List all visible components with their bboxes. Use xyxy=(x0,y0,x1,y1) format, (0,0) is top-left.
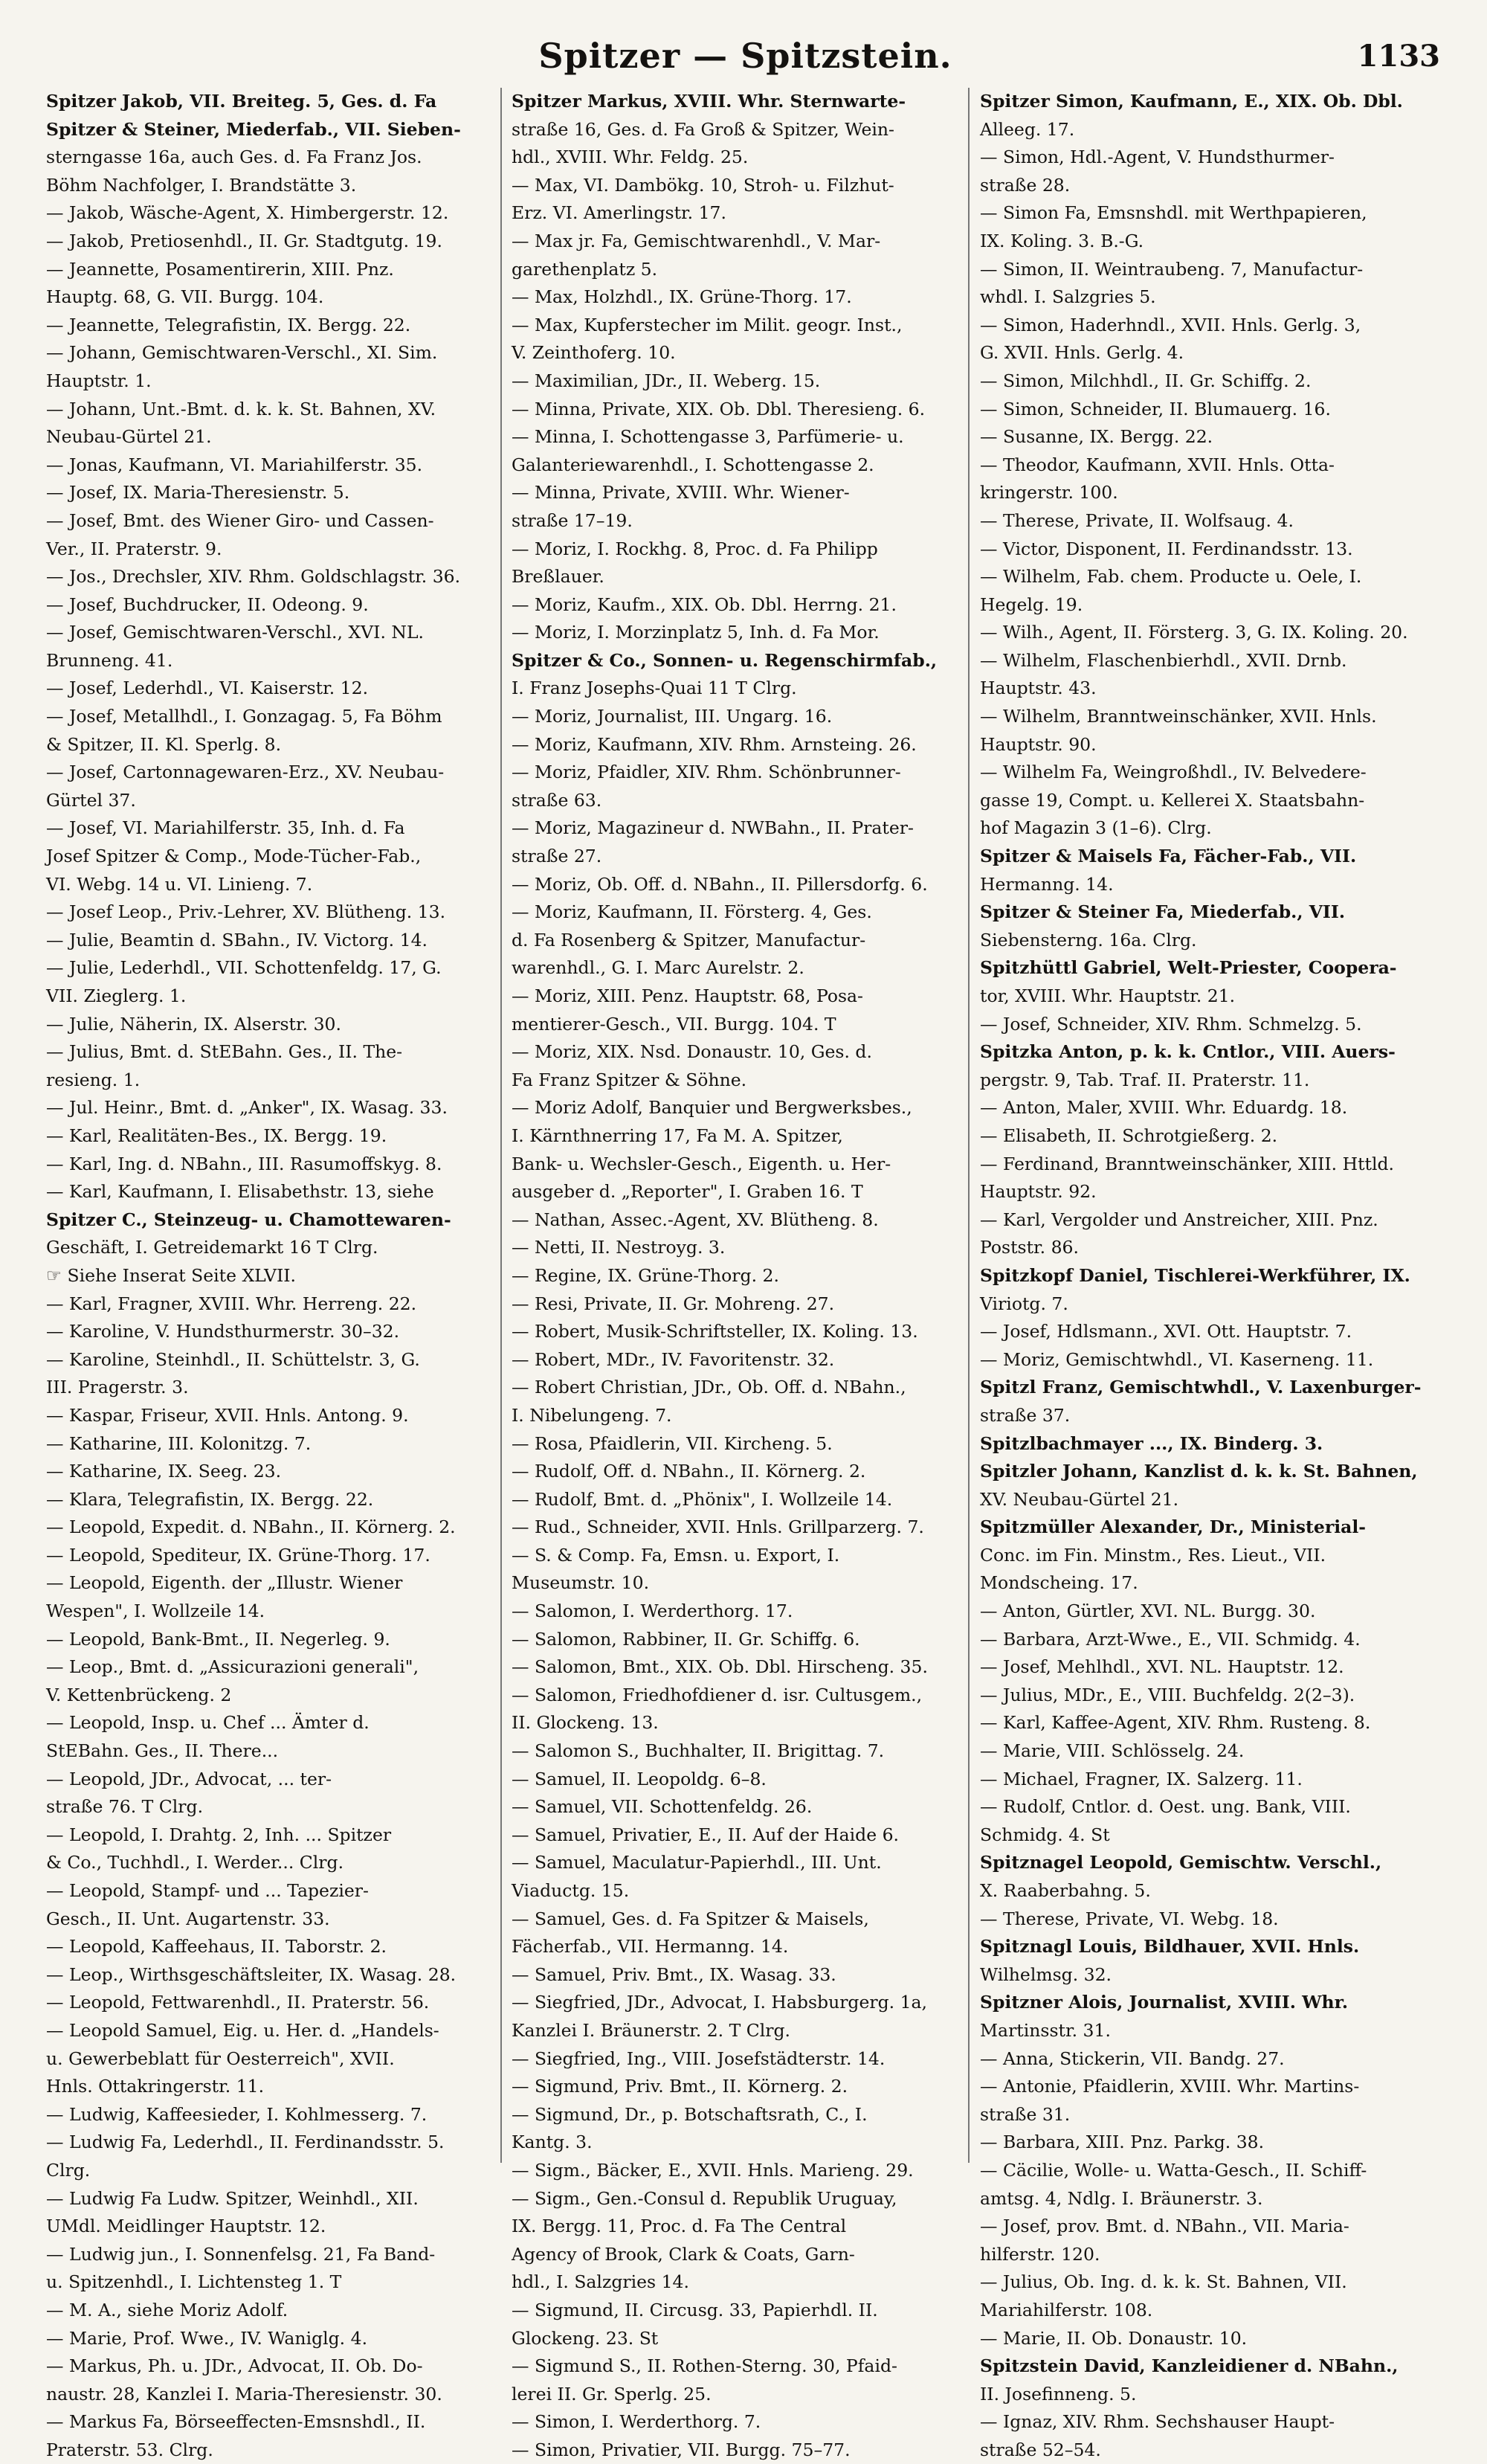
column-divider xyxy=(968,88,970,2163)
directory-entry-line: — Josef, IX. Maria-Theresienstr. 5. xyxy=(46,482,350,504)
directory-entry-line: — Salomon, Bmt., XIX. Ob. Dbl. Hirscheng. 35. xyxy=(512,1656,928,1678)
directory-entry-line: — Salomon, Friedhofdiener d. isr. Cultusgem., xyxy=(512,1684,923,1705)
directory-entry-line: — Moriz, XIII. Penz. Hauptstr. 68, Posa- xyxy=(512,985,863,1006)
directory-entry-line: — Rudolf, Off. d. NBahn., II. Körnerg. 2. xyxy=(512,1461,866,1482)
directory-entry-line: — Ignaz, XIV. Rhm. Sechshauser Haupt- xyxy=(980,2411,1335,2433)
directory-entry-line: Hauptg. 68, G. VII. Burgg. 104. xyxy=(46,286,324,308)
directory-entry-line: VII. Zieglerg. 1. xyxy=(46,985,187,1006)
directory-entry-line: Spitzstein David, Kanzleidiener d. NBahn., xyxy=(980,2355,1399,2377)
directory-entry-line: — Anton, Maler, XVIII. Whr. Eduardg. 18. xyxy=(980,1097,1348,1119)
directory-entry-line: Clrg. xyxy=(46,2159,91,2181)
directory-entry-line: — Maximilian, JDr., II. Weberg. 15. xyxy=(512,370,821,391)
directory-entry-line: naustr. 28, Kanzlei I. Maria-Theresienstr. 30. xyxy=(46,2383,442,2405)
directory-entry-line: Praterstr. 53. Clrg. xyxy=(46,2439,213,2460)
directory-entry-line: straße 52–54. xyxy=(980,2439,1101,2460)
directory-entry-line: Spitzer Markus, XVIII. Whr. Sternwarte- xyxy=(512,91,906,112)
directory-entry-line: — Moriz, Kaufm., XIX. Ob. Dbl. Herrng. 21. xyxy=(512,594,897,615)
directory-entry-line: — Leopold, Eigenth. der „Illustr. Wiener xyxy=(46,1572,403,1594)
directory-entry-line: — Leopold, Fettwarenhdl., II. Praterstr. 56. xyxy=(46,1992,430,2013)
directory-entry-line: — Klara, Telegrafistin, IX. Bergg. 22. xyxy=(46,1488,374,1510)
directory-entry-line: — Sigmund S., II. Rothen-Sterng. 30, Pfaid- xyxy=(512,2355,897,2377)
directory-entry-line: — Ludwig Fa, Lederhdl., II. Ferdinandsstr. 5. xyxy=(46,2132,445,2153)
directory-entry-line: Fa Franz Spitzer & Söhne. xyxy=(512,1069,747,1090)
directory-entry-line: — Leop., Wirthsgeschäftsleiter, IX. Wasag. 28. xyxy=(46,1963,457,1985)
directory-entry-line: — Samuel, Maculatur-Papierhdl., III. Unt. xyxy=(512,1852,882,1873)
page-number: 1133 xyxy=(1357,39,1440,74)
directory-entry-line: — Moriz, Magazineur d. NWBahn., II. Prater- xyxy=(512,817,914,839)
directory-entry-line: hdl., I. Salzgries 14. xyxy=(512,2271,689,2293)
directory-entry-line: — Simon, I. Werderthorg. 7. xyxy=(512,2411,761,2433)
directory-entry-line: — Markus, Ph. u. JDr., Advocat, II. Ob. Do- xyxy=(46,2355,423,2377)
directory-entry-line: — Barbara, XIII. Pnz. Parkg. 38. xyxy=(980,2132,1265,2153)
directory-entry-line: — Josef, VI. Mariahilferstr. 35, Inh. d. Fa xyxy=(46,817,405,839)
directory-entry-line: Spitzner Alois, Journalist, XVIII. Whr. xyxy=(980,1992,1349,2013)
directory-entry-line: — Johann, Gemischtwaren-Verschl., XI. Sim. xyxy=(46,342,438,364)
directory-entry-line: — Michael, Fragner, IX. Salzerg. 11. xyxy=(980,1768,1303,1789)
directory-entry-line: — Leopold Samuel, Eig. u. Her. d. „Handels- xyxy=(46,2019,439,2041)
directory-entry-line: — Robert Christian, JDr., Ob. Off. d. NBahn., xyxy=(512,1377,906,1398)
column-divider xyxy=(500,88,502,2163)
directory-entry-line: — Leopold, Kaffeehaus, II. Taborstr. 2. xyxy=(46,1936,387,1958)
directory-entry-line: — Leopold, I. Drahtg. 2, Inh. ... Spitzer xyxy=(46,1824,392,1845)
directory-entry-line: — Karl, Kaffee-Agent, XIV. Rhm. Rusteng. 8. xyxy=(980,1712,1371,1734)
directory-entry-line: — Samuel, II. Leopoldg. 6–8. xyxy=(512,1768,767,1789)
directory-entry-line: — Leopold, Spediteur, IX. Grüne-Thorg. 17. xyxy=(46,1544,430,1566)
directory-entry-line: — Leopold, Insp. u. Chef ... Ämter d. xyxy=(46,1712,370,1734)
directory-entry-line: Breßlauer. xyxy=(512,566,604,588)
directory-entry-line: — Jeannette, Posamentirerin, XIII. Pnz. xyxy=(46,258,394,280)
directory-entry-line: — Siegfried, JDr., Advocat, I. Habsburgerg. 1a, xyxy=(512,1992,928,2013)
directory-entry-line: IX. Koling. 3. B.-G. xyxy=(980,230,1144,251)
directory-entry-line: — Julius, MDr., E., VIII. Buchfeldg. 2(2–3). xyxy=(980,1684,1355,1705)
directory-entry-line: — Moriz, Journalist, III. Ungarg. 16. xyxy=(512,706,833,727)
directory-entry-line: Spitznagl Louis, Bildhauer, XVII. Hnls. xyxy=(980,1936,1360,1958)
directory-entry-line: — Leop., Bmt. d. „Assicurazioni generali", xyxy=(46,1656,419,1678)
directory-entry-line: mentierer-Gesch., VII. Burgg. 104. T xyxy=(512,1013,836,1035)
directory-entry-line: Spitzmüller Alexander, Dr., Ministerial- xyxy=(980,1516,1367,1538)
directory-entry-line: — Anton, Gürtler, XVI. NL. Burgg. 30. xyxy=(980,1601,1316,1622)
directory-entry-line: sterngasse 16a, auch Ges. d. Fa Franz Jos. xyxy=(46,147,422,168)
directory-entry-line: V. Zeinthoferg. 10. xyxy=(512,342,676,364)
directory-entry-line: — Moriz, Pfaidler, XIV. Rhm. Schönbrunner- xyxy=(512,762,901,783)
directory-entry-line: Gesch., II. Unt. Augartenstr. 33. xyxy=(46,1908,330,1929)
directory-entry-line: IX. Bergg. 11, Proc. d. Fa The Central xyxy=(512,2216,847,2237)
directory-entry-line: — Max, Kupferstecher im Milit. geogr. Inst., xyxy=(512,314,903,335)
directory-entry-line: — Salomon, I. Werderthorg. 17. xyxy=(512,1601,793,1622)
directory-entry-line: I. Nibelungeng. 7. xyxy=(512,1404,672,1426)
directory-entry-line: straße 16, Ges. d. Fa Groß & Spitzer, Wein- xyxy=(512,118,894,140)
directory-entry-line: — Ludwig, Kaffeesieder, I. Kohlmesserg. 7. xyxy=(46,2103,428,2125)
column-1 xyxy=(46,88,492,2460)
directory-entry-line: Viriotg. 7. xyxy=(980,1293,1068,1314)
directory-entry-line: — Josef, prov. Bmt. d. NBahn., VII. Maria- xyxy=(980,2216,1349,2237)
directory-entry-line: pergstr. 9, Tab. Traf. II. Praterstr. 11. xyxy=(980,1069,1310,1090)
directory-entry-line: — Rud., Schneider, XVII. Hnls. Grillparzerg. 7. xyxy=(512,1516,924,1538)
directory-entry-line: — Julie, Lederhdl., VII. Schottenfeldg. 17, G. xyxy=(46,957,442,979)
directory-entry-line: — Sigm., Bäcker, E., XVII. Hnls. Marieng. 29. xyxy=(512,2159,914,2181)
directory-entry-line: — Marie, II. Ob. Donaustr. 10. xyxy=(980,2327,1248,2349)
directory-entry-line: Spitzl Franz, Gemischtwhdl., V. Laxenburger- xyxy=(980,1377,1422,1398)
directory-entry-line: amtsg. 4, Ndlg. I. Bräunerstr. 3. xyxy=(980,2187,1263,2209)
directory-entry-line: — Josef, Gemischtwaren-Verschl., XVI. NL. xyxy=(46,622,425,643)
directory-entry-line: III. Pragerstr. 3. xyxy=(46,1377,189,1398)
directory-entry-line: straße 37. xyxy=(980,1404,1071,1426)
directory-entry-line: — Josef, Mehlhdl., XVI. NL. Hauptstr. 12. xyxy=(980,1656,1344,1678)
directory-entry-line: Hauptstr. 43. xyxy=(980,678,1097,699)
directory-entry-line: Martinsstr. 31. xyxy=(980,2019,1111,2041)
directory-entry-line: — Josef, Metallhdl., I. Gonzagag. 5, Fa Böhm xyxy=(46,706,442,727)
directory-entry-line: Spitzlbachmayer ..., IX. Binderg. 3. xyxy=(980,1432,1323,1454)
directory-entry-line: — Rudolf, Bmt. d. „Phönix", I. Wollzeile 14. xyxy=(512,1488,893,1510)
directory-entry-line: Mariahilferstr. 108. xyxy=(980,2299,1153,2320)
directory-entry-line: Conc. im Fin. Minstm., Res. Lieut., VII. xyxy=(980,1544,1326,1566)
directory-entry-line: — Sigmund, Priv. Bmt., II. Körnerg. 2. xyxy=(512,2076,848,2097)
directory-entry-line: — Anna, Stickerin, VII. Bandg. 27. xyxy=(980,2048,1285,2069)
directory-entry-line: — Moriz, I. Morzinplatz 5, Inh. d. Fa Mor. xyxy=(512,622,880,643)
directory-entry-line: straße 17–19. xyxy=(512,509,633,531)
directory-entry-line: — Antonie, Pfaidlerin, XVIII. Whr. Martins- xyxy=(980,2076,1360,2097)
directory-entry-line: — Barbara, Arzt-Wwe., E., VII. Schmidg. 4. xyxy=(980,1628,1361,1650)
directory-entry-line: Hauptstr. 1. xyxy=(46,370,152,391)
directory-entry-line: — Marie, VIII. Schlösselg. 24. xyxy=(980,1740,1245,1762)
directory-entry-line: ☞ Siehe Inserat Seite XLVII. xyxy=(46,1264,297,1286)
directory-entry-line: — Simon Fa, Emsnshdl. mit Werthpapieren, xyxy=(980,202,1367,224)
directory-entry-line: Museumstr. 10. xyxy=(512,1572,650,1594)
directory-entry-line: — Moriz, Gemischtwhdl., VI. Kaserneng. 11. xyxy=(980,1348,1374,1370)
directory-entry-line: — Karoline, Steinhdl., II. Schüttelstr. 3, G. xyxy=(46,1348,420,1370)
directory-entry-line: Hegelg. 19. xyxy=(980,594,1083,615)
directory-entry-line: — Simon, Hdl.-Agent, V. Hundsthurmer- xyxy=(980,147,1335,168)
directory-entry-line: — Jeannette, Telegrafistin, IX. Bergg. 22. xyxy=(46,314,411,335)
directory-entry-line: — Karl, Fragner, XVIII. Whr. Herreng. 22. xyxy=(46,1293,417,1314)
directory-entry-line: hilferstr. 120. xyxy=(980,2243,1100,2265)
directory-entry-line: — Rudolf, Cntlor. d. Oest. ung. Bank, VIII. xyxy=(980,1796,1351,1818)
directory-entry-line: — Julie, Beamtin d. SBahn., IV. Victorg. 14. xyxy=(46,929,428,950)
directory-entry-line: — Susanne, IX. Bergg. 22. xyxy=(980,426,1213,448)
directory-entry-line: — Siegfried, Ing., VIII. Josefstädterstr. 14. xyxy=(512,2048,886,2069)
directory-entry-line: Galanteriewarenhdl., I. Schottengasse 2. xyxy=(512,454,874,475)
directory-entry-line: — Markus Fa, Börseeffecten-Emsnshdl., II. xyxy=(46,2411,426,2433)
directory-entry-line: Hauptstr. 92. xyxy=(980,1181,1097,1203)
directory-entry-line: — Sigmund, Dr., p. Botschaftsrath, C., I. xyxy=(512,2103,868,2125)
directory-entry-line: — Leopold, JDr., Advocat, ... ter- xyxy=(46,1768,332,1789)
directory-entry-line: — Karoline, V. Hundsthurmerstr. 30–32. xyxy=(46,1321,400,1342)
directory-entry-line: X. Raaberbahng. 5. xyxy=(980,1880,1151,1901)
directory-entry-line: — Wilh., Agent, II. Försterg. 3, G. IX. Koling. 20. xyxy=(980,622,1408,643)
directory-entry-line: — Josef, Bmt. des Wiener Giro- und Cassen- xyxy=(46,509,434,531)
directory-entry-line: — Karl, Ing. d. NBahn., III. Rasumoffskyg. 8. xyxy=(46,1153,442,1174)
directory-entry-line: — Jonas, Kaufmann, VI. Mariahilferstr. 35. xyxy=(46,454,423,475)
directory-entry-line: — Sigm., Gen.-Consul d. Republik Uruguay, xyxy=(512,2187,897,2209)
directory-entry-line: warenhdl., G. I. Marc Aurelstr. 2. xyxy=(512,957,804,979)
directory-entry-line: — Rosa, Pfaidlerin, VII. Kircheng. 5. xyxy=(512,1432,833,1454)
directory-entry-line: — Josef, Lederhdl., VI. Kaiserstr. 12. xyxy=(46,678,369,699)
directory-entry-line: — Julie, Näherin, IX. Alserstr. 30. xyxy=(46,1013,341,1035)
directory-entry-line: — Katharine, IX. Seeg. 23. xyxy=(46,1461,282,1482)
directory-entry-line: — Salomon, Rabbiner, II. Gr. Schiffg. 6. xyxy=(512,1628,860,1650)
directory-entry-line: — Theodor, Kaufmann, XVII. Hnls. Otta- xyxy=(980,454,1335,475)
directory-entry-line: — Max jr. Fa, Gemischtwarenhdl., V. Mar- xyxy=(512,230,881,251)
directory-entry-line: — Elisabeth, II. Schrotgießerg. 2. xyxy=(980,1125,1278,1146)
directory-entry-line: straße 31. xyxy=(980,2103,1071,2125)
directory-entry-line: — Moriz, Ob. Off. d. NBahn., II. Pillersdorfg. 6. xyxy=(512,873,928,895)
directory-entry-line: I. Franz Josephs-Quai 11 T Clrg. xyxy=(512,678,797,699)
directory-entry-line: Fächerfab., VII. Hermanng. 14. xyxy=(512,1936,789,1958)
directory-entry-line: Geschäft, I. Getreidemarkt 16 T Clrg. xyxy=(46,1237,378,1258)
directory-entry-line: Hermanng. 14. xyxy=(980,873,1114,895)
directory-entry-line: & Spitzer, II. Kl. Sperlg. 8. xyxy=(46,733,282,755)
directory-entry-line: u. Gewerbeblatt für Oesterreich", XVII. xyxy=(46,2048,395,2069)
directory-entry-line: lerei II. Gr. Sperlg. 25. xyxy=(512,2383,712,2405)
directory-entry-line: — Julius, Ob. Ing. d. k. k. St. Bahnen, VII. xyxy=(980,2271,1347,2293)
directory-entry-line: Spitzer Simon, Kaufmann, E., XIX. Ob. Dbl. xyxy=(980,91,1403,112)
directory-entry-line: Spitzer & Maisels Fa, Fächer-Fab., VII. xyxy=(980,846,1357,867)
directory-entry-line: Hnls. Ottakringerstr. 11. xyxy=(46,2076,265,2097)
directory-entry-line: Agency of Brook, Clark & Coats, Garn- xyxy=(512,2243,855,2265)
page-title: Spitzer — Spitzstein. xyxy=(538,36,952,76)
directory-entry-line: — Therese, Private, VI. Webg. 18. xyxy=(980,1908,1279,1929)
directory-entry-line: — Wilhelm Fa, Weingroßhdl., IV. Belvedere- xyxy=(980,762,1367,783)
directory-entry-line: — Robert, Musik-Schriftsteller, IX. Koling. 13. xyxy=(512,1321,918,1342)
directory-entry-line: — S. & Comp. Fa, Emsn. u. Export, I. xyxy=(512,1544,840,1566)
directory-entry-line: tor, XVIII. Whr. Hauptstr. 21. xyxy=(980,985,1236,1006)
directory-entry-line: Hauptstr. 90. xyxy=(980,733,1097,755)
directory-entry-line: — Kaspar, Friseur, XVII. Hnls. Antong. 9. xyxy=(46,1404,409,1426)
directory-entry-line: — Samuel, VII. Schottenfeldg. 26. xyxy=(512,1796,813,1818)
directory-entry-line: Spitznagel Leopold, Gemischtw. Verschl., xyxy=(980,1852,1382,1873)
directory-entry-line: — Josef, Buchdrucker, II. Odeong. 9. xyxy=(46,594,369,615)
directory-entry-line: — Salomon S., Buchhalter, II. Brigittag. 7. xyxy=(512,1740,885,1762)
directory-entry-line: Wespen", I. Wollzeile 14. xyxy=(46,1601,265,1622)
directory-entry-line: Spitzer C., Steinzeug- u. Chamottewaren- xyxy=(46,1209,451,1230)
directory-entry-line: Kantg. 3. xyxy=(512,2132,593,2153)
directory-entry-line: whdl. I. Salzgries 5. xyxy=(980,286,1156,308)
page-header xyxy=(45,22,1446,89)
directory-entry-line: — Minna, Private, XVIII. Whr. Wiener- xyxy=(512,482,850,504)
directory-entry-line: Gürtel 37. xyxy=(46,789,136,811)
directory-entry-line: — Samuel, Ges. d. Fa Spitzer & Maisels, xyxy=(512,1908,869,1929)
directory-entry-line: — Samuel, Priv. Bmt., IX. Wasag. 33. xyxy=(512,1963,836,1985)
directory-entry-line: — M. A., siehe Moriz Adolf. xyxy=(46,2299,288,2320)
directory-entry-line: — Katharine, III. Kolonitzg. 7. xyxy=(46,1432,312,1454)
directory-entry-line: straße 27. xyxy=(512,846,602,867)
directory-entry-line: ausgeber d. „Reporter", I. Graben 16. T xyxy=(512,1181,863,1203)
directory-entry-line: — Julius, Bmt. d. StEBahn. Ges., II. The- xyxy=(46,1041,403,1063)
directory-entry-line: — Josef, Hdlsmann., XVI. Ott. Hauptstr. 7. xyxy=(980,1321,1352,1342)
directory-entry-line: — Leopold, Bank-Bmt., II. Negerleg. 9. xyxy=(46,1628,390,1650)
directory-entry-line: — Max, VI. Dambökg. 10, Stroh- u. Filzhut- xyxy=(512,174,894,196)
directory-entry-line: — Josef Leop., Priv.-Lehrer, XV. Blütheng. 13. xyxy=(46,901,446,923)
directory-entry-line: hdl., XVIII. Whr. Feldg. 25. xyxy=(512,147,749,168)
directory-entry-line: — Moriz, Kaufmann, XIV. Rhm. Arnsteing. 26. xyxy=(512,733,917,755)
directory-entry-line: Spitzer & Steiner Fa, Miederfab., VII. xyxy=(980,901,1346,923)
directory-entry-line: G. XVII. Hnls. Gerlg. 4. xyxy=(980,342,1184,364)
directory-entry-line: — Minna, Private, XIX. Ob. Dbl. Theresieng. 6. xyxy=(512,398,926,419)
directory-entry-line: straße 63. xyxy=(512,789,602,811)
directory-entry-line: — Sigmund, II. Circusg. 33, Papierhdl. II. xyxy=(512,2299,878,2320)
directory-entry-line: Brunneng. 41. xyxy=(46,649,173,671)
directory-entry-line: — Karl, Vergolder und Anstreicher, XIII. Pnz. xyxy=(980,1209,1378,1230)
directory-entry-line: straße 76. T Clrg. xyxy=(46,1796,204,1818)
directory-entry-line: Spitzer & Steiner, Miederfab., VII. Sieben- xyxy=(46,118,461,140)
directory-entry-line: — Ludwig jun., I. Sonnenfelsg. 21, Fa Band- xyxy=(46,2243,436,2265)
directory-entry-line: Wilhelmsg. 32. xyxy=(980,1963,1112,1985)
directory-entry-line: — Karl, Kaufmann, I. Elisabethstr. 13, siehe xyxy=(46,1181,434,1203)
directory-entry-line: Ver., II. Praterstr. 9. xyxy=(46,538,222,559)
column-2 xyxy=(512,88,958,2460)
directory-entry-line: Viaductg. 15. xyxy=(512,1880,630,1901)
directory-entry-line: Alleeg. 17. xyxy=(980,118,1075,140)
directory-entry-line: — Moriz, I. Rockhg. 8, Proc. d. Fa Philipp xyxy=(512,538,878,559)
directory-entry-line: u. Spitzenhdl., I. Lichtensteg 1. T xyxy=(46,2271,342,2293)
directory-entry-line: Josef Spitzer & Comp., Mode-Tücher-Fab., xyxy=(46,846,422,867)
directory-entry-line: — Simon, Milchhdl., II. Gr. Schiffg. 2. xyxy=(980,370,1312,391)
directory-entry-line: — Victor, Disponent, II. Ferdinandsstr. 13. xyxy=(980,538,1353,559)
directory-entry-line: Bank- u. Wechsler-Gesch., Eigenth. u. Her- xyxy=(512,1153,891,1174)
directory-entry-line: — Karl, Realitäten-Bes., IX. Bergg. 19. xyxy=(46,1125,387,1146)
directory-entry-line: d. Fa Rosenberg & Spitzer, Manufactur- xyxy=(512,929,866,950)
directory-entry-line: — Ludwig Fa Ludw. Spitzer, Weinhdl., XII. xyxy=(46,2187,419,2209)
directory-entry-line: — Simon, II. Weintraubeng. 7, Manufactur- xyxy=(980,258,1364,280)
directory-entry-line: gasse 19, Compt. u. Kellerei X. Staatsbahn- xyxy=(980,789,1365,811)
directory-entry-line: — Jos., Drechsler, XIV. Rhm. Goldschlagstr. 36. xyxy=(46,566,461,588)
directory-entry-line: — Wilhelm, Branntweinschänker, XVII. Hnls. xyxy=(980,706,1377,727)
directory-entry-line: Neubau-Gürtel 21. xyxy=(46,426,212,448)
directory-entry-line: — Jul. Heinr., Bmt. d. „Anker", IX. Wasag. 33. xyxy=(46,1097,448,1119)
directory-entry-line: V. Kettenbrückeng. 2 xyxy=(46,1684,232,1705)
directory-entry-line: UMdl. Meidlinger Hauptstr. 12. xyxy=(46,2216,326,2237)
directory-entry-line: Spitzka Anton, p. k. k. Cntlor., VIII. Auers- xyxy=(980,1041,1396,1063)
directory-entry-line: — Netti, II. Nestroyg. 3. xyxy=(512,1237,726,1258)
directory-entry-line: — Therese, Private, II. Wolfsaug. 4. xyxy=(980,509,1294,531)
directory-entry-line: — Marie, Prof. Wwe., IV. Waniglg. 4. xyxy=(46,2327,368,2349)
directory-entry-line: Spitzkopf Daniel, Tischlerei-Werkführer, IX. xyxy=(980,1264,1410,1286)
directory-entry-line: — Johann, Unt.-Bmt. d. k. k. St. Bahnen, XV. xyxy=(46,398,436,419)
directory-entry-line: — Moriz, Kaufmann, II. Försterg. 4, Ges. xyxy=(512,901,872,923)
directory-entry-line: Spitzhüttl Gabriel, Welt-Priester, Coopera- xyxy=(980,957,1397,979)
directory-entry-line: — Wilhelm, Flaschenbierhdl., XVII. Drnb. xyxy=(980,649,1347,671)
directory-entry-line: resieng. 1. xyxy=(46,1069,141,1090)
directory-entry-line: Spitzer Jakob, VII. Breiteg. 5, Ges. d. Fa xyxy=(46,91,437,112)
directory-entry-line: — Samuel, Privatier, E., II. Auf der Haide 6. xyxy=(512,1824,900,1845)
directory-entry-line: — Simon, Privatier, VII. Burgg. 75–77. xyxy=(512,2439,851,2460)
directory-entry-line: Mondscheing. 17. xyxy=(980,1572,1138,1594)
directory-entry-line: — Jakob, Wäsche-Agent, X. Himbergerstr. 12. xyxy=(46,202,449,224)
column-3 xyxy=(980,88,1442,2460)
directory-entry-line: — Josef, Cartonnagewaren-Erz., XV. Neubau- xyxy=(46,762,445,783)
directory-entry-line: Böhm Nachfolger, I. Brandstätte 3. xyxy=(46,174,357,196)
directory-entry-line: Siebensterng. 16a. Clrg. xyxy=(980,929,1197,950)
directory-entry-line: — Cäcilie, Wolle- u. Watta-Gesch., II. Schiff- xyxy=(980,2159,1367,2181)
directory-entry-line: — Jakob, Pretiosenhdl., II. Gr. Stadtgutg. 19. xyxy=(46,230,442,251)
directory-entry-line: kringerstr. 100. xyxy=(980,482,1118,504)
directory-entry-line: II. Glockeng. 13. xyxy=(512,1712,659,1734)
directory-entry-line: Kanzlei I. Bräunerstr. 2. T Clrg. xyxy=(512,2019,791,2041)
directory-entry-line: Glockeng. 23. St xyxy=(512,2327,659,2349)
directory-entry-line: — Max, Holzhdl., IX. Grüne-Thorg. 17. xyxy=(512,286,852,308)
directory-entry-line: Erz. VI. Amerlingstr. 17. xyxy=(512,202,726,224)
directory-entry-line: — Leopold, Stampf- und ... Tapezier- xyxy=(46,1880,369,1901)
directory-entry-line: XV. Neubau-Gürtel 21. xyxy=(980,1488,1179,1510)
directory-entry-line: VI. Webg. 14 u. VI. Linieng. 7. xyxy=(46,873,313,895)
directory-entry-line: — Leopold, Expedit. d. NBahn., II. Körnerg. 2. xyxy=(46,1516,456,1538)
directory-entry-line: garethenplatz 5. xyxy=(512,258,658,280)
directory-entry-line: Poststr. 86. xyxy=(980,1237,1079,1258)
directory-entry-line: Spitzer & Co., Sonnen- u. Regenschirmfab., xyxy=(512,649,938,671)
directory-entry-line: — Moriz, XIX. Nsd. Donaustr. 10, Ges. d. xyxy=(512,1041,872,1063)
directory-entry-line: I. Kärnthnerring 17, Fa M. A. Spitzer, xyxy=(512,1125,843,1146)
directory-entry-line: StEBahn. Ges., II. There... xyxy=(46,1740,279,1762)
directory-entry-line: hof Magazin 3 (1–6). Clrg. xyxy=(980,817,1212,839)
directory-entry-line: Schmidg. 4. St xyxy=(980,1824,1110,1845)
directory-entry-line: — Simon, Haderhndl., XVII. Hnls. Gerlg. 3, xyxy=(980,314,1361,335)
directory-entry-line: — Moriz Adolf, Banquier und Bergwerksbes., xyxy=(512,1097,912,1119)
directory-entry-line: — Ferdinand, Branntweinschänker, XIII. Httld. xyxy=(980,1153,1395,1174)
directory-entry-line: — Josef, Schneider, XIV. Rhm. Schmelzg. 5. xyxy=(980,1013,1362,1035)
directory-entry-line: II. Josefinneng. 5. xyxy=(980,2383,1137,2405)
directory-entry-line: — Wilhelm, Fab. chem. Producte u. Oele, I. xyxy=(980,566,1362,588)
directory-entry-line: — Simon, Schneider, II. Blumauerg. 16. xyxy=(980,398,1331,419)
directory-entry-line: — Resi, Private, II. Gr. Mohreng. 27. xyxy=(512,1293,835,1314)
directory-entry-line: — Robert, MDr., IV. Favoritenstr. 32. xyxy=(512,1348,835,1370)
directory-entry-line: Spitzler Johann, Kanzlist d. k. k. St. Bahnen, xyxy=(980,1461,1418,1482)
directory-entry-line: straße 28. xyxy=(980,174,1071,196)
directory-entry-line: — Minna, I. Schottengasse 3, Parfümerie- u. xyxy=(512,426,904,448)
directory-entry-line: — Regine, IX. Grüne-Thorg. 2. xyxy=(512,1264,779,1286)
directory-entry-line: & Co., Tuchhdl., I. Werder... Clrg. xyxy=(46,1852,344,1873)
directory-entry-line: — Nathan, Assec.-Agent, XV. Blütheng. 8. xyxy=(512,1209,879,1230)
